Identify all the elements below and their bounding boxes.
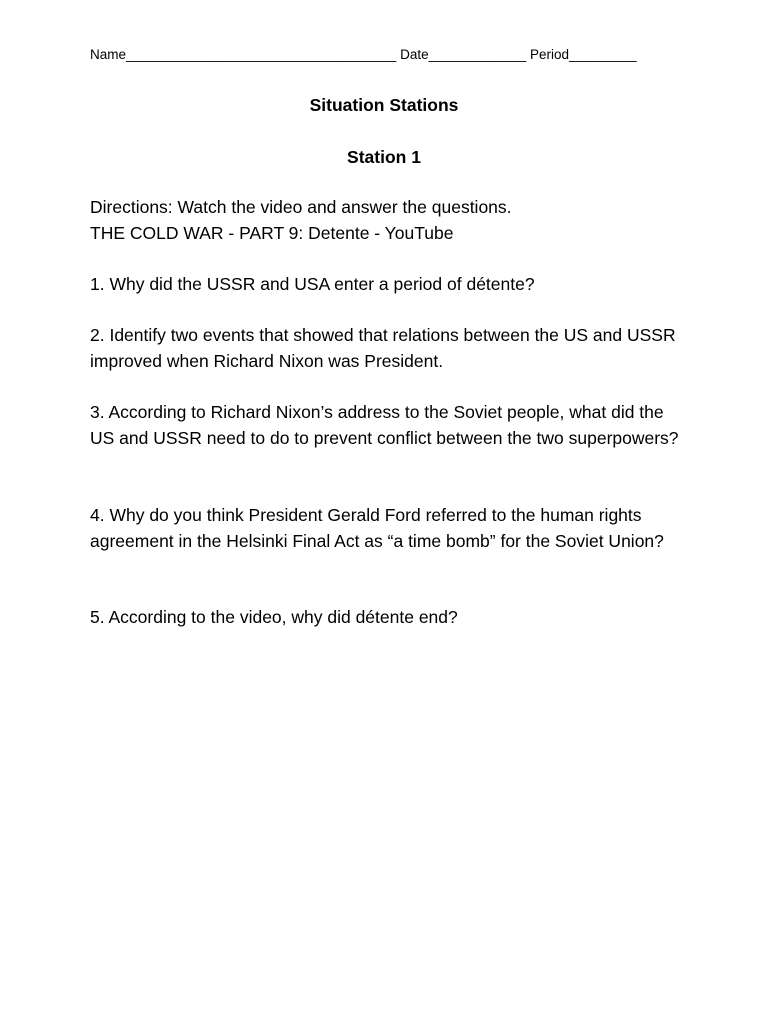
name-blank: ____________________________________ [126,47,397,62]
period-blank: _________ [569,47,637,62]
directions-text: Directions: Watch the video and answer the questions. [90,197,512,217]
video-link[interactable]: THE COLD WAR - PART 9: Detente - YouTube [90,223,454,243]
question-2: 2. Identify two events that showed that relations between the US and USSR improved when Richard Nixon was President. [90,325,676,371]
question-4: 4. Why do you think President Gerald Ford referred to the human rights agreement in the Helsinki Final Act as “a time bomb” for the Soviet Union? [90,505,664,551]
date-blank: _____________ [428,47,527,62]
student-info-line [90,46,690,64]
period-label: Period [529,47,570,62]
question-3: 3. According to Richard Nixon’s address to the Soviet people, what did the US and USSR need to do to prevent conflict between the two superpowers? [90,402,679,448]
worksheet-title: Situation Stations [309,95,459,115]
question-5: 5. According to the video, why did détente end? [90,607,458,627]
question-1: 1. Why did the USSR and USA enter a period of détente? [90,274,535,294]
name-label: Name [90,47,127,62]
date-label: Date [400,47,429,62]
station-title: Station 1 [347,147,421,167]
